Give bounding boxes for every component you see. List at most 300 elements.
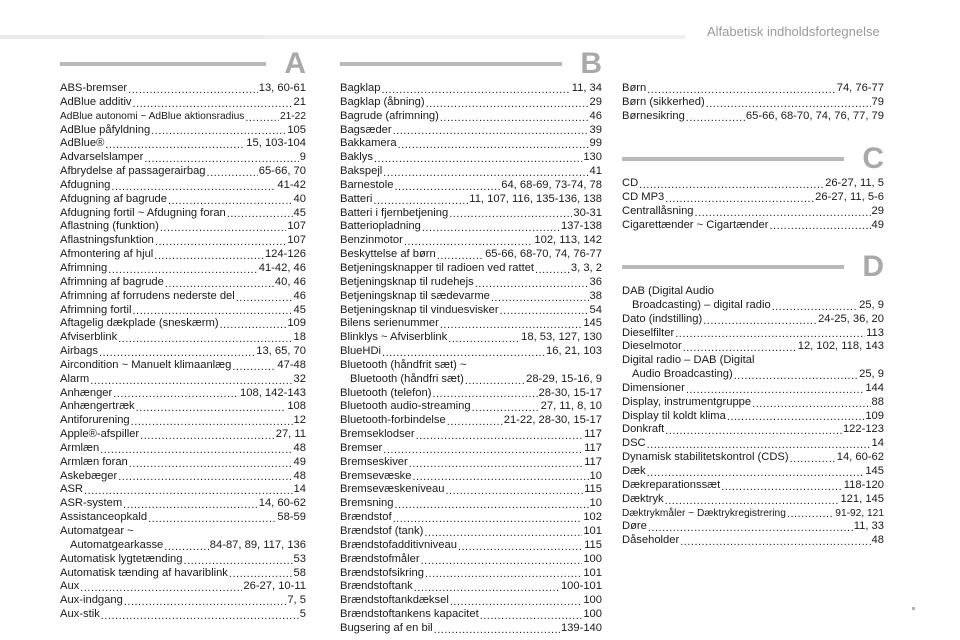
index-entry[interactable] bbox=[60, 234, 306, 248]
index-pages: 48 bbox=[293, 441, 306, 454]
index-entry[interactable] bbox=[60, 317, 306, 331]
index-entry[interactable] bbox=[340, 137, 602, 151]
dot-leader bbox=[124, 595, 287, 608]
index-pages: 118-120 bbox=[843, 478, 884, 491]
index-pages: 28-30, 15-17 bbox=[538, 386, 602, 399]
index-entry[interactable] bbox=[340, 511, 602, 525]
index-entry[interactable] bbox=[60, 248, 306, 262]
index-pages: 130 bbox=[583, 151, 602, 164]
index-entry[interactable] bbox=[340, 276, 602, 290]
index-entry[interactable] bbox=[60, 525, 306, 539]
index-pages: 26-27, 11, 5-6 bbox=[815, 190, 884, 203]
index-entry[interactable] bbox=[340, 96, 602, 110]
index-pages: 36 bbox=[589, 275, 602, 288]
section-d-heading bbox=[622, 250, 884, 285]
index-list-b bbox=[340, 82, 602, 636]
index-entry[interactable] bbox=[340, 82, 602, 96]
dot-leader bbox=[769, 219, 870, 232]
index-entry[interactable] bbox=[622, 96, 884, 110]
dot-leader bbox=[727, 410, 865, 423]
index-term: Bluetooth-forbindelse bbox=[340, 414, 446, 427]
index-entry[interactable] bbox=[340, 456, 602, 470]
index-entry[interactable] bbox=[60, 345, 306, 359]
index-entry[interactable] bbox=[60, 442, 306, 456]
index-entry[interactable] bbox=[60, 276, 306, 290]
index-entry[interactable] bbox=[622, 313, 884, 327]
index-entry[interactable] bbox=[340, 567, 602, 581]
dot-leader bbox=[424, 526, 582, 539]
index-entry[interactable] bbox=[60, 567, 306, 581]
index-entry[interactable] bbox=[340, 400, 602, 414]
index-entry[interactable] bbox=[60, 165, 306, 179]
index-entry[interactable] bbox=[60, 290, 306, 304]
index-term: Bremser bbox=[340, 441, 383, 454]
index-entry[interactable] bbox=[60, 82, 306, 96]
index-term: Airbags bbox=[60, 345, 98, 358]
index-entry[interactable] bbox=[622, 82, 884, 96]
dot-leader bbox=[100, 443, 292, 456]
dot-leader bbox=[721, 480, 843, 493]
dot-leader bbox=[426, 97, 589, 110]
dot-leader bbox=[133, 97, 293, 110]
dot-leader bbox=[639, 178, 824, 191]
index-term: Dynamisk stabilitetskontrol (CDS) bbox=[622, 451, 789, 464]
index-entry[interactable] bbox=[340, 483, 602, 497]
index-entry[interactable] bbox=[622, 534, 884, 548]
dot-leader bbox=[703, 314, 817, 327]
index-term: Digital radio – DAB (Digital bbox=[622, 354, 755, 367]
index-term: Afrimning bbox=[60, 261, 108, 274]
index-pages: 88 bbox=[871, 395, 884, 408]
index-entry[interactable] bbox=[60, 539, 306, 553]
index-entry[interactable] bbox=[340, 304, 602, 318]
index-term: AdBlue autonomi ~ AdBlue aktionsradius bbox=[60, 110, 245, 122]
index-list-c bbox=[622, 177, 884, 232]
dot-leader bbox=[683, 341, 797, 354]
index-entry[interactable] bbox=[340, 165, 602, 179]
index-entry[interactable] bbox=[622, 410, 884, 424]
index-pages: 32 bbox=[293, 372, 306, 385]
index-pages: 12 bbox=[293, 414, 306, 427]
dot-leader bbox=[491, 291, 589, 304]
index-entry[interactable] bbox=[340, 442, 602, 456]
section-b bbox=[340, 47, 602, 636]
index-entry[interactable] bbox=[60, 331, 306, 345]
index-entry[interactable] bbox=[340, 359, 602, 373]
page-marker bbox=[912, 607, 915, 610]
index-term: Alarm bbox=[60, 372, 90, 385]
index-term: Bakspejl bbox=[340, 165, 383, 178]
index-term: Baklys bbox=[340, 151, 373, 164]
index-pages: 91-92, 121 bbox=[835, 507, 884, 519]
index-term: Automatgearkasse bbox=[70, 538, 164, 551]
index-pages: 117 bbox=[584, 441, 602, 454]
dot-leader bbox=[111, 180, 276, 193]
dot-leader bbox=[113, 387, 239, 400]
index-pages: 99 bbox=[589, 137, 602, 150]
index-pages: 117 bbox=[584, 428, 602, 441]
index-term: Bagsæder bbox=[340, 123, 392, 136]
dot-leader bbox=[131, 415, 293, 428]
index-entry[interactable] bbox=[60, 470, 306, 484]
index-entry[interactable] bbox=[340, 580, 602, 594]
index-entry[interactable] bbox=[340, 414, 602, 428]
index-entry[interactable] bbox=[60, 497, 306, 511]
dot-leader bbox=[168, 194, 293, 207]
index-entry[interactable] bbox=[60, 110, 306, 124]
dot-leader bbox=[395, 180, 501, 193]
dot-leader bbox=[108, 263, 257, 276]
index-term: Dæktrykmåler ~ Dæktrykregistrering bbox=[622, 507, 786, 519]
index-entry[interactable] bbox=[60, 207, 306, 221]
index-entry[interactable] bbox=[340, 248, 602, 262]
index-entry[interactable] bbox=[340, 553, 602, 567]
index-term: Benzinmotor bbox=[340, 234, 403, 247]
index-pages: 12, 102, 118, 143 bbox=[797, 340, 884, 353]
index-pages: 100 bbox=[583, 594, 602, 607]
dot-leader bbox=[164, 540, 209, 553]
index-entry[interactable] bbox=[60, 262, 306, 276]
index-pages: 26-27, 11, 5 bbox=[825, 177, 884, 189]
dot-leader bbox=[647, 438, 871, 451]
index-entry[interactable] bbox=[622, 368, 884, 382]
index-term: Audio Broadcasting) bbox=[632, 368, 733, 381]
index-term: Betjeningsknap til vinduesvisker bbox=[340, 303, 499, 316]
dot-leader bbox=[105, 138, 245, 151]
index-term: Børn bbox=[622, 82, 647, 94]
index-pages: 16, 21, 103 bbox=[546, 345, 602, 358]
index-term: Assistanceopkald bbox=[60, 511, 148, 524]
index-entry[interactable] bbox=[340, 525, 602, 539]
index-pages: 49 bbox=[293, 455, 306, 468]
section-b-heading bbox=[340, 47, 602, 82]
index-entry[interactable] bbox=[340, 373, 602, 387]
index-pages: 58-59 bbox=[277, 511, 306, 524]
dot-leader bbox=[695, 206, 871, 219]
index-pages: 137-138 bbox=[560, 220, 602, 233]
index-pages: 25, 9 bbox=[859, 298, 884, 311]
index-pages: 40 bbox=[293, 192, 306, 205]
index-entry[interactable] bbox=[622, 354, 884, 368]
index-term: AdBlue additiv bbox=[60, 95, 132, 108]
index-term: Betjeningsknapper til radioen ved rattet bbox=[340, 261, 535, 274]
dot-leader bbox=[165, 277, 274, 290]
index-entry[interactable] bbox=[60, 304, 306, 318]
index-entry[interactable] bbox=[340, 497, 602, 511]
index-entry[interactable] bbox=[60, 483, 306, 497]
index-entry[interactable] bbox=[622, 299, 884, 313]
index-entry[interactable] bbox=[622, 382, 884, 396]
index-entry[interactable] bbox=[622, 205, 884, 219]
index-entry[interactable] bbox=[622, 327, 884, 341]
index-pages: 145 bbox=[865, 464, 884, 477]
dot-leader bbox=[421, 554, 583, 567]
index-term: Broadcasting) – digital radio bbox=[632, 298, 771, 311]
index-entry[interactable] bbox=[340, 345, 602, 359]
index-term: Afdugning bbox=[60, 178, 111, 191]
index-term: BlueHDi bbox=[340, 345, 382, 358]
index-entry[interactable] bbox=[60, 580, 306, 594]
index-entry[interactable] bbox=[60, 428, 306, 442]
index-term: Dato (indstilling) bbox=[622, 312, 703, 325]
index-term: Aux-indgang bbox=[60, 594, 123, 607]
index-pages: 115 bbox=[584, 483, 602, 496]
index-term: Blinklys ~ Afviserblink bbox=[340, 331, 448, 344]
index-term: CD MP3 bbox=[622, 190, 665, 203]
index-entry[interactable] bbox=[622, 423, 884, 437]
index-term: Dieselmotor bbox=[622, 340, 682, 353]
dot-leader bbox=[232, 360, 276, 373]
index-term: Automatisk tænding af havariblink bbox=[60, 566, 228, 579]
dot-leader bbox=[475, 277, 589, 290]
dot-leader bbox=[647, 83, 835, 96]
index-pages: 11, 34 bbox=[571, 82, 602, 94]
dot-leader bbox=[80, 581, 242, 594]
index-term: Bremsevæske bbox=[340, 469, 412, 482]
index-term: Bagklap bbox=[340, 82, 381, 94]
index-entry[interactable] bbox=[340, 594, 602, 608]
index-entry[interactable] bbox=[622, 520, 884, 534]
index-pages: 113 bbox=[866, 326, 884, 339]
dot-leader bbox=[148, 512, 276, 525]
index-pages: 139-140 bbox=[560, 621, 602, 634]
dot-leader bbox=[99, 346, 255, 359]
index-entry[interactable] bbox=[60, 456, 306, 470]
section-a bbox=[60, 47, 306, 622]
index-pages: 45 bbox=[293, 303, 306, 316]
index-pages: 21 bbox=[293, 95, 306, 108]
index-term: Beskyttelse af børn bbox=[340, 248, 436, 261]
index-term: Centrallåsning bbox=[622, 204, 694, 217]
index-entry[interactable] bbox=[60, 124, 306, 138]
index-entry[interactable] bbox=[340, 207, 602, 221]
dot-leader bbox=[207, 166, 258, 179]
dot-leader bbox=[686, 111, 745, 124]
index-term: Display til koldt klima bbox=[622, 409, 726, 422]
index-entry[interactable] bbox=[622, 437, 884, 451]
index-term: Bremseskiver bbox=[340, 455, 408, 468]
index-term: Afrimning af bagrude bbox=[60, 275, 164, 288]
index-term: Bremseklodser bbox=[340, 428, 415, 441]
index-entry[interactable] bbox=[340, 110, 602, 124]
index-pages: 14, 60-62 bbox=[258, 497, 306, 510]
index-entry[interactable] bbox=[340, 290, 602, 304]
page-header-title: Alfabetisk indholdsfortegnelse bbox=[707, 24, 880, 39]
index-pages: 107 bbox=[287, 234, 306, 247]
index-entry[interactable] bbox=[622, 465, 884, 479]
index-entry[interactable] bbox=[622, 110, 884, 124]
index-term: Aftagelig dækplade (sneskærm) bbox=[60, 317, 219, 330]
dot-leader bbox=[383, 443, 583, 456]
section-letter: A bbox=[284, 47, 306, 80]
index-pages: 122-123 bbox=[842, 423, 884, 436]
index-term: Display, instrumentgruppe bbox=[622, 395, 752, 408]
dot-leader bbox=[382, 346, 545, 359]
index-pages: 41 bbox=[589, 165, 602, 178]
dot-leader bbox=[155, 235, 286, 248]
index-list-a bbox=[60, 82, 306, 622]
dot-leader bbox=[118, 332, 292, 345]
index-entry[interactable] bbox=[340, 539, 602, 553]
index-entry[interactable] bbox=[622, 219, 884, 233]
index-entry[interactable] bbox=[340, 193, 602, 207]
index-term: Bagrude (afrimning) bbox=[340, 109, 439, 122]
index-pages: 29 bbox=[871, 204, 884, 217]
dot-leader bbox=[665, 192, 814, 205]
index-entry[interactable] bbox=[340, 387, 602, 401]
index-entry[interactable] bbox=[340, 622, 602, 636]
index-pages: 11, 33 bbox=[853, 520, 884, 533]
index-term: Armlæn foran bbox=[60, 455, 128, 468]
dot-leader bbox=[118, 470, 292, 483]
index-entry[interactable] bbox=[622, 285, 884, 299]
index-entry[interactable] bbox=[340, 331, 602, 345]
index-entry[interactable] bbox=[622, 191, 884, 205]
index-list-b-continued bbox=[622, 82, 884, 124]
index-pages: 117 bbox=[584, 455, 602, 468]
index-term: Aux-stik bbox=[60, 608, 100, 621]
index-entry[interactable] bbox=[622, 479, 884, 493]
index-entry[interactable] bbox=[60, 553, 306, 567]
dot-leader bbox=[404, 235, 534, 248]
index-pages: 108 bbox=[287, 400, 306, 413]
index-entry[interactable] bbox=[340, 151, 602, 165]
index-entry[interactable] bbox=[340, 262, 602, 276]
index-list-d bbox=[622, 285, 884, 548]
index-pages: 101 bbox=[583, 566, 602, 579]
index-pages: 105 bbox=[287, 123, 306, 136]
dot-leader bbox=[787, 507, 834, 520]
index-pages: 21-22 bbox=[279, 110, 306, 122]
index-entry[interactable] bbox=[60, 137, 306, 151]
index-term: Bilens serienummer bbox=[340, 317, 439, 330]
index-entry[interactable] bbox=[60, 608, 306, 622]
index-entry[interactable] bbox=[340, 470, 602, 484]
index-pages: 41-42 bbox=[277, 178, 306, 191]
index-pages: 29 bbox=[589, 95, 602, 108]
index-entry[interactable] bbox=[622, 396, 884, 410]
index-pages: 11, 107, 116, 135-136, 138 bbox=[469, 192, 602, 205]
index-entry[interactable] bbox=[340, 220, 602, 234]
dot-leader bbox=[449, 207, 572, 220]
dot-leader bbox=[447, 415, 503, 428]
index-term: Bluetooth (telefon) bbox=[340, 386, 432, 399]
index-pages: 46 bbox=[589, 109, 602, 122]
dot-leader bbox=[440, 111, 589, 124]
index-term: Bremsevæskeniveau bbox=[340, 483, 445, 496]
dot-leader bbox=[136, 401, 287, 414]
index-term: Brændstofadditivniveau bbox=[340, 538, 457, 551]
dot-leader bbox=[409, 457, 583, 470]
dot-leader bbox=[414, 581, 560, 594]
index-entry[interactable] bbox=[622, 340, 884, 354]
index-term: Brændstoftankens kapacitet bbox=[340, 608, 479, 621]
index-entry[interactable] bbox=[622, 507, 884, 521]
dot-leader bbox=[734, 369, 858, 382]
index-entry[interactable] bbox=[622, 451, 884, 465]
index-pages: 18, 53, 127, 130 bbox=[521, 331, 602, 344]
section-letter: D bbox=[862, 250, 884, 283]
index-term: Dåseholder bbox=[622, 534, 680, 547]
index-term: Barnestole bbox=[340, 178, 394, 191]
index-pages: 79 bbox=[871, 95, 884, 108]
index-pages: 64, 68-69, 73-74, 78 bbox=[501, 178, 602, 191]
index-pages: 121, 145 bbox=[840, 492, 884, 505]
index-entry[interactable] bbox=[340, 428, 602, 442]
dot-leader bbox=[675, 327, 865, 340]
index-term: Bluetooth (håndfrit sæt) ~ bbox=[340, 358, 467, 371]
index-entry[interactable] bbox=[340, 317, 602, 331]
index-term: Aux bbox=[60, 580, 80, 593]
index-entry[interactable] bbox=[622, 177, 884, 191]
index-pages: 84-87, 89, 117, 136 bbox=[209, 538, 306, 551]
index-term: Brændstofmåler bbox=[340, 552, 420, 565]
index-pages: 46 bbox=[293, 289, 306, 302]
section-c bbox=[622, 142, 884, 232]
index-term: AdBlue påfyldning bbox=[60, 123, 151, 136]
index-pages: 13, 60-61 bbox=[258, 82, 306, 94]
index-pages: 21-22, 28-30, 15-17 bbox=[503, 414, 602, 427]
index-entry[interactable] bbox=[60, 594, 306, 608]
index-entry[interactable] bbox=[60, 359, 306, 373]
index-entry[interactable] bbox=[60, 220, 306, 234]
dot-leader bbox=[665, 494, 840, 507]
dot-leader bbox=[425, 567, 582, 580]
index-term: Brændstof (tank) bbox=[340, 525, 424, 537]
index-entry[interactable] bbox=[340, 124, 602, 138]
dot-leader bbox=[140, 429, 275, 442]
index-pages: 28-29, 15-16, 9 bbox=[526, 372, 602, 385]
index-term: Afmontering af hjul bbox=[60, 248, 154, 261]
index-pages: 107 bbox=[287, 220, 306, 233]
section-d bbox=[622, 250, 884, 548]
index-pages: 5 bbox=[299, 608, 306, 621]
index-entry[interactable] bbox=[340, 179, 602, 193]
index-entry[interactable] bbox=[340, 234, 602, 248]
section-a-heading bbox=[60, 47, 306, 82]
dot-leader bbox=[129, 457, 293, 470]
index-entry[interactable] bbox=[60, 96, 306, 110]
index-entry[interactable] bbox=[60, 414, 306, 428]
index-entry[interactable] bbox=[60, 193, 306, 207]
index-entry[interactable] bbox=[60, 179, 306, 193]
index-term: ABS-bremser bbox=[60, 82, 128, 94]
index-pages: 7, 5 bbox=[287, 594, 306, 607]
dot-leader bbox=[90, 374, 292, 387]
index-pages: 74, 76-77 bbox=[836, 82, 884, 94]
index-pages: 26-27, 10-11 bbox=[243, 580, 306, 593]
index-term: Afviserblink bbox=[60, 331, 118, 344]
dot-leader bbox=[123, 498, 258, 511]
index-entry[interactable] bbox=[60, 400, 306, 414]
index-entry[interactable] bbox=[340, 608, 602, 622]
index-entry[interactable] bbox=[60, 373, 306, 387]
index-entry[interactable] bbox=[60, 387, 306, 401]
index-term: Donkraft bbox=[622, 423, 665, 436]
dot-leader bbox=[394, 498, 588, 511]
index-entry[interactable] bbox=[60, 151, 306, 165]
index-term: Batteri i fjernbetjening bbox=[340, 206, 449, 219]
section-letter: C bbox=[862, 142, 884, 175]
index-term: CD bbox=[622, 177, 639, 189]
index-pages: 41-42, 46 bbox=[258, 261, 306, 274]
index-entry[interactable] bbox=[60, 511, 306, 525]
index-pages: 39 bbox=[589, 123, 602, 136]
dot-leader bbox=[440, 318, 582, 331]
index-term: DSC bbox=[622, 437, 646, 450]
index-pages: 109 bbox=[865, 409, 884, 422]
index-entry[interactable] bbox=[622, 493, 884, 507]
